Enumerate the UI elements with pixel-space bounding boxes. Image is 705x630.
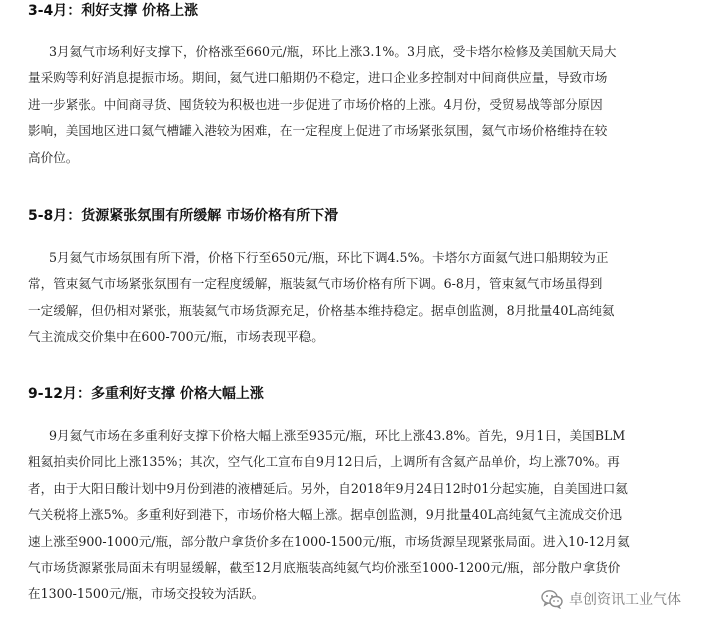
watermark-text: 卓创资讯工业气体 — [569, 592, 681, 608]
wechat-icon — [541, 589, 563, 609]
text-line: 气市场货源紧张局面未有明显缓解，截至12月底瓶装高纯氦气均价涨至1000-1200元/瓶，部分散户拿货价 — [28, 560, 621, 576]
text-line: 粗氦拍卖价同比上涨135%；其次，空气化工宣布自9月12日后，上调所有含氦产品单价，均上涨70%。再 — [28, 454, 620, 470]
text-line: 常，管束氦气市场紧张氛围有一定程度缓解，瓶装氦气市场价格有所下调。6-8月，管束氦气市场虽得到 — [28, 276, 603, 292]
text-line: 进一步紧张。中间商寻货、囤货较为积极也进一步促进了市场价格的上涨。4月份，受贸易战等部分原因 — [28, 96, 603, 112]
text-line: 气关税将上涨5%。多重利好到港下，市场价格大幅上涨。据卓创监测，9月批量40L高纯氦气主流成交价迅 — [28, 507, 622, 523]
text-line: 高价位。 — [28, 149, 79, 165]
text-line: 者，由于大阳日酸计划中9月份到港的液槽延后。另外，自2018年9月24日12时01分起实施，自美国进口氦 — [28, 480, 628, 496]
text-line: 气主流成交价集中在600-700元/瓶，市场表现平稳。 — [28, 329, 324, 345]
text-line: 9月氦气市场在多重利好支撑下价格大幅上涨至935元/瓶，环比上涨43.8%。首先，9月1日，美国BLM — [49, 428, 626, 443]
section-title-mar-apr: 3-4月：利好支撑 价格上涨 — [28, 3, 199, 19]
wechat-watermark — [539, 589, 683, 609]
section-title-may-aug: 5-8月：货源紧张氛围有所缓解 市场价格有所下滑 — [28, 208, 339, 224]
section-title-sep-dec: 9-12月：多重利好支撑 价格大幅上涨 — [28, 386, 264, 402]
section-body-may-aug — [28, 245, 688, 351]
text-line: 在1300-1500元/瓶，市场交投较为活跃。 — [28, 586, 265, 602]
section-body-sep-dec — [28, 423, 688, 608]
text-line: 3月氦气市场利好支撑下，价格涨至660元/瓶，环比上涨3.1%。3月底，受卡塔尔检修及美国航天局大 — [49, 44, 617, 59]
text-line: 量采购等利好消息提振市场。期间，氦气进口船期仍不稳定，进口企业多控制对中间商供应量，导致市场 — [28, 70, 608, 86]
text-line: 一定缓解，但仍相对紧张，瓶装氦气市场货源充足，价格基本维持稳定。据卓创监测，8月批量40L高纯氦 — [28, 302, 615, 318]
text-line: 速上涨至900-1000元/瓶，部分散户拿货价多在1000-1500元/瓶，市场货源呈现紧张局面。进入10-12月氦 — [28, 533, 630, 549]
text-line: 5月氦气市场氛围有所下滑，价格下行至650元/瓶，环比下调4.5%。卡塔尔方面氦气进口船期较为正 — [49, 250, 609, 265]
text-line: 影响，美国地区进口氦气槽罐入港较为困难，在一定程度上促进了市场紧张氛围，氦气市场价格维持在较 — [28, 123, 608, 139]
section-body-mar-apr — [28, 39, 688, 171]
